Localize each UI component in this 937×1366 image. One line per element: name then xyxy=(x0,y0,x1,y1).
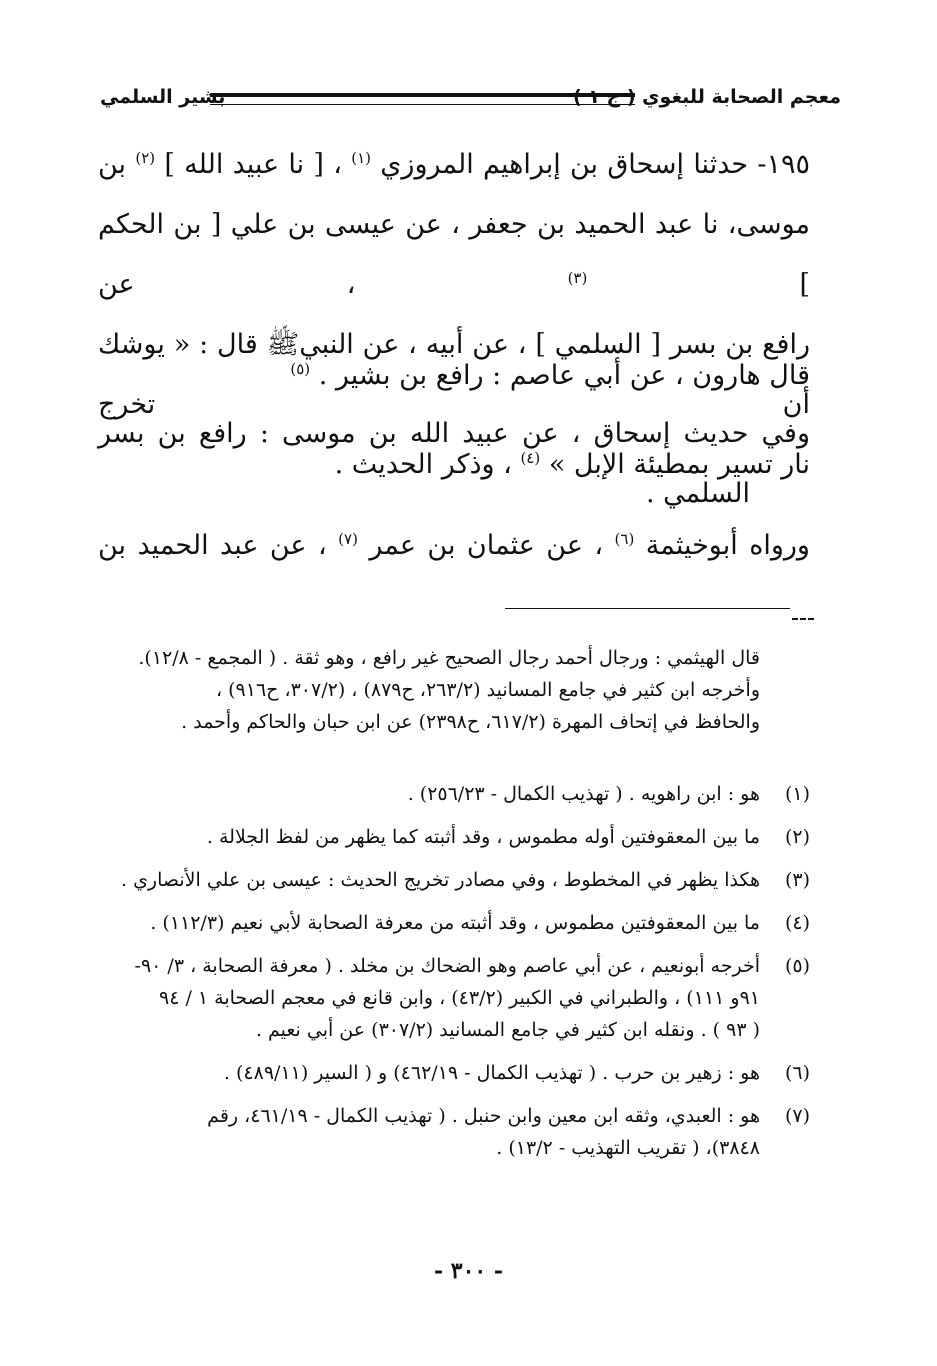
hadith-line-1: ١٩٥- حدثنا إسحاق بن إبراهيم المروزي $^{(١)}$ ، [ نا عبيد الله ] $^{(٢)}$ بن xyxy=(98,149,810,180)
ishaq-line-2: السلمي . xyxy=(645,478,750,509)
footnote-intro-line: وأخرجه ابن كثير في جامع المسانيد (٢٦٣/٢، ح٨٧٩) ، (٣٠٧/٢، ح٩١٦) ، xyxy=(215,679,760,701)
footnote-2: (٢) ما بين المعقوفتين أوله مطموس ، وقد أثبته كما يظهر من لفظ الجلالة . xyxy=(98,821,810,853)
footnote-intro-line: والحافظ في إتحاف المهرة (٦١٧/٢، ح٢٣٩٨) عن ابن حبان والحاكم وأحمد . xyxy=(181,711,760,733)
footnote-continuation xyxy=(98,642,810,738)
footnote-7: (٧) هو : العبدي، وثقه ابن معين وابن حنبل . ( تهذيب الكمال - ٤٦١/١٩، رقم ٣٨٤٨)، ( تقريب التهذيب - ١٣/٢) . xyxy=(98,1100,810,1164)
footnote-ref-7: (٧) xyxy=(338,530,358,548)
running-header-section-title: بشير السلمي xyxy=(100,86,226,108)
footnote-ref-5: (٥) xyxy=(290,360,311,378)
footnote-ref-1: (١) xyxy=(351,149,371,167)
hadith-line-2: موسى، نا عبد الحميد بن جعفر ، عن عيسى بن علي [ بن الحكم ] $^{(٣)}$ ، عن xyxy=(98,209,810,300)
footnote-intro-line: قال الهيثمي : ورجال أحمد رجال الصحيح غير رافع ، وهو ثقة . ( المجمع - ١٢/٨). xyxy=(138,647,760,669)
running-header-book-title: معجم الصحابة للبغوي ( ج ١ ) xyxy=(572,86,841,108)
footnote-number: (٥) xyxy=(784,955,810,977)
ishaq-line-1: وفي حديث إسحاق ، عن عبيد الله بن موسى : رافع بن بسر xyxy=(98,418,810,449)
footnote-4: (٤) ما بين المعقوفتين مطموس ، وقد أثبته من معرفة الصحابة لأبي نعيم (١١٢/٣) . xyxy=(98,907,810,939)
footnote-number: (٣) xyxy=(784,869,810,891)
footnote-separator-dash xyxy=(792,618,814,620)
harun-paragraph: قال هارون ، عن أبي عاصم : رافع بن بشير . $^{(٥)}$ xyxy=(290,360,810,391)
footnote-ref-3: (٣) xyxy=(567,269,588,287)
footnote-separator xyxy=(505,608,790,609)
header-double-rule xyxy=(210,93,635,105)
footnote-number: (٤) xyxy=(784,912,810,934)
footnote-ref-4: (٤) xyxy=(520,449,541,467)
footnote-list xyxy=(98,778,810,1175)
ishaq-paragraph xyxy=(98,404,810,524)
footnote-3: (٣) هكذا يظهر في المخطوط ، وفي مصادر تخريج الحديث : عيسى بن علي الأنصاري . xyxy=(98,864,810,896)
footnote-ref-2: (٢) xyxy=(135,149,156,167)
footnote-6: (٦) هو : زهير بن حرب . ( تهذيب الكمال - ٤٦٢/١٩) و ( السير (٤٨٩/١١) . xyxy=(98,1057,810,1089)
abu-khaythama-paragraph: ورواه أبوخيثمة $^{(٦)}$ ، عن عثمان بن عمر $^{(٧)}$ ، عن عبد الحميد بن xyxy=(98,530,810,561)
footnote-number: (٦) xyxy=(784,1062,810,1084)
footnote-ref-6: (٦) xyxy=(614,530,635,548)
footnote-number: (٧) xyxy=(784,1105,810,1127)
footnote-number: (١) xyxy=(784,783,810,805)
footnote-5: (٥) أخرجه أبونعيم ، عن أبي عاصم وهو الضحاك بن مخلد . ( معرفة الصحابة ، ٣/ ٩٠- ٩١و ١١١) ، والطبراني في الكبير (٤٣/٢) ، وابن قانع في معجم الصحابة ١ / ٩٤ ( ٩٣ ) . ونقله ابن كثير في جامع المسانيد (٣٠٧/٢) عن أبي نعيم . xyxy=(98,950,810,1046)
footnote-number: (٢) xyxy=(784,826,810,848)
hadith-line-4: نار تسير بمطيئة الإبل » $^{(٤)}$ ، وذكر الحديث . xyxy=(334,449,810,480)
page-number: - ٣٠٠ - xyxy=(433,1258,504,1284)
footnote-1: (١) هو : ابن راهويه . ( تهذيب الكمال - ٢٥٦/٢٣) . xyxy=(98,778,810,810)
hadith-line-3: رافع بن بسر [ السلمي ] ، عن أبيه ، عن النبيﷺ قال : « يوشك أن تخرج xyxy=(98,329,810,420)
